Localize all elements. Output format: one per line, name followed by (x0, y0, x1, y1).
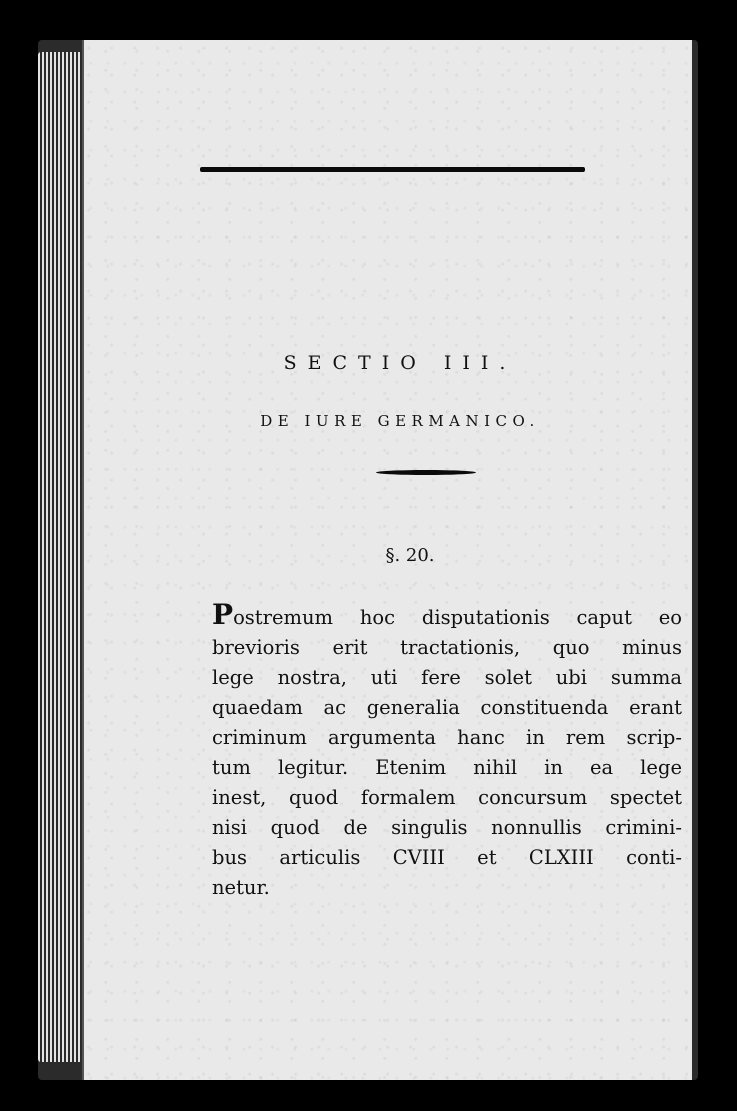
body-line-5: criminum argumenta hanc in rem scrip- (212, 726, 682, 749)
section-subheading: DE IURE GERMANICO. (260, 412, 540, 430)
body-line-8: nisi quod de singulis nonnullis crimini- (212, 816, 682, 839)
page-edges (38, 52, 86, 1062)
ornamental-rule (376, 470, 476, 475)
body-line-9: bus articulis CVIII et CLXIII conti- (212, 846, 682, 869)
body-line-2: brevioris erit tractationis, quo minus (212, 636, 682, 659)
body-line-10: netur. (212, 876, 270, 899)
body-line-4: quaedam ac generalia constituenda erant (212, 696, 682, 719)
paragraph-number: §. 20. (385, 545, 435, 566)
section-heading: SECTIO III. (283, 352, 517, 374)
body-line-6: tum legitur. Etenim nihil in ea lege (212, 756, 682, 779)
paragraph-body (212, 598, 682, 903)
body-line-3: lege nostra, uti fere solet ubi summa (212, 666, 682, 689)
drop-cap: P (212, 598, 234, 631)
body-line-7: inest, quod formalem concursum spectet (212, 786, 682, 809)
body-line-1: Postremum hoc disputationis caput eo (212, 598, 682, 631)
top-rule (200, 167, 585, 172)
